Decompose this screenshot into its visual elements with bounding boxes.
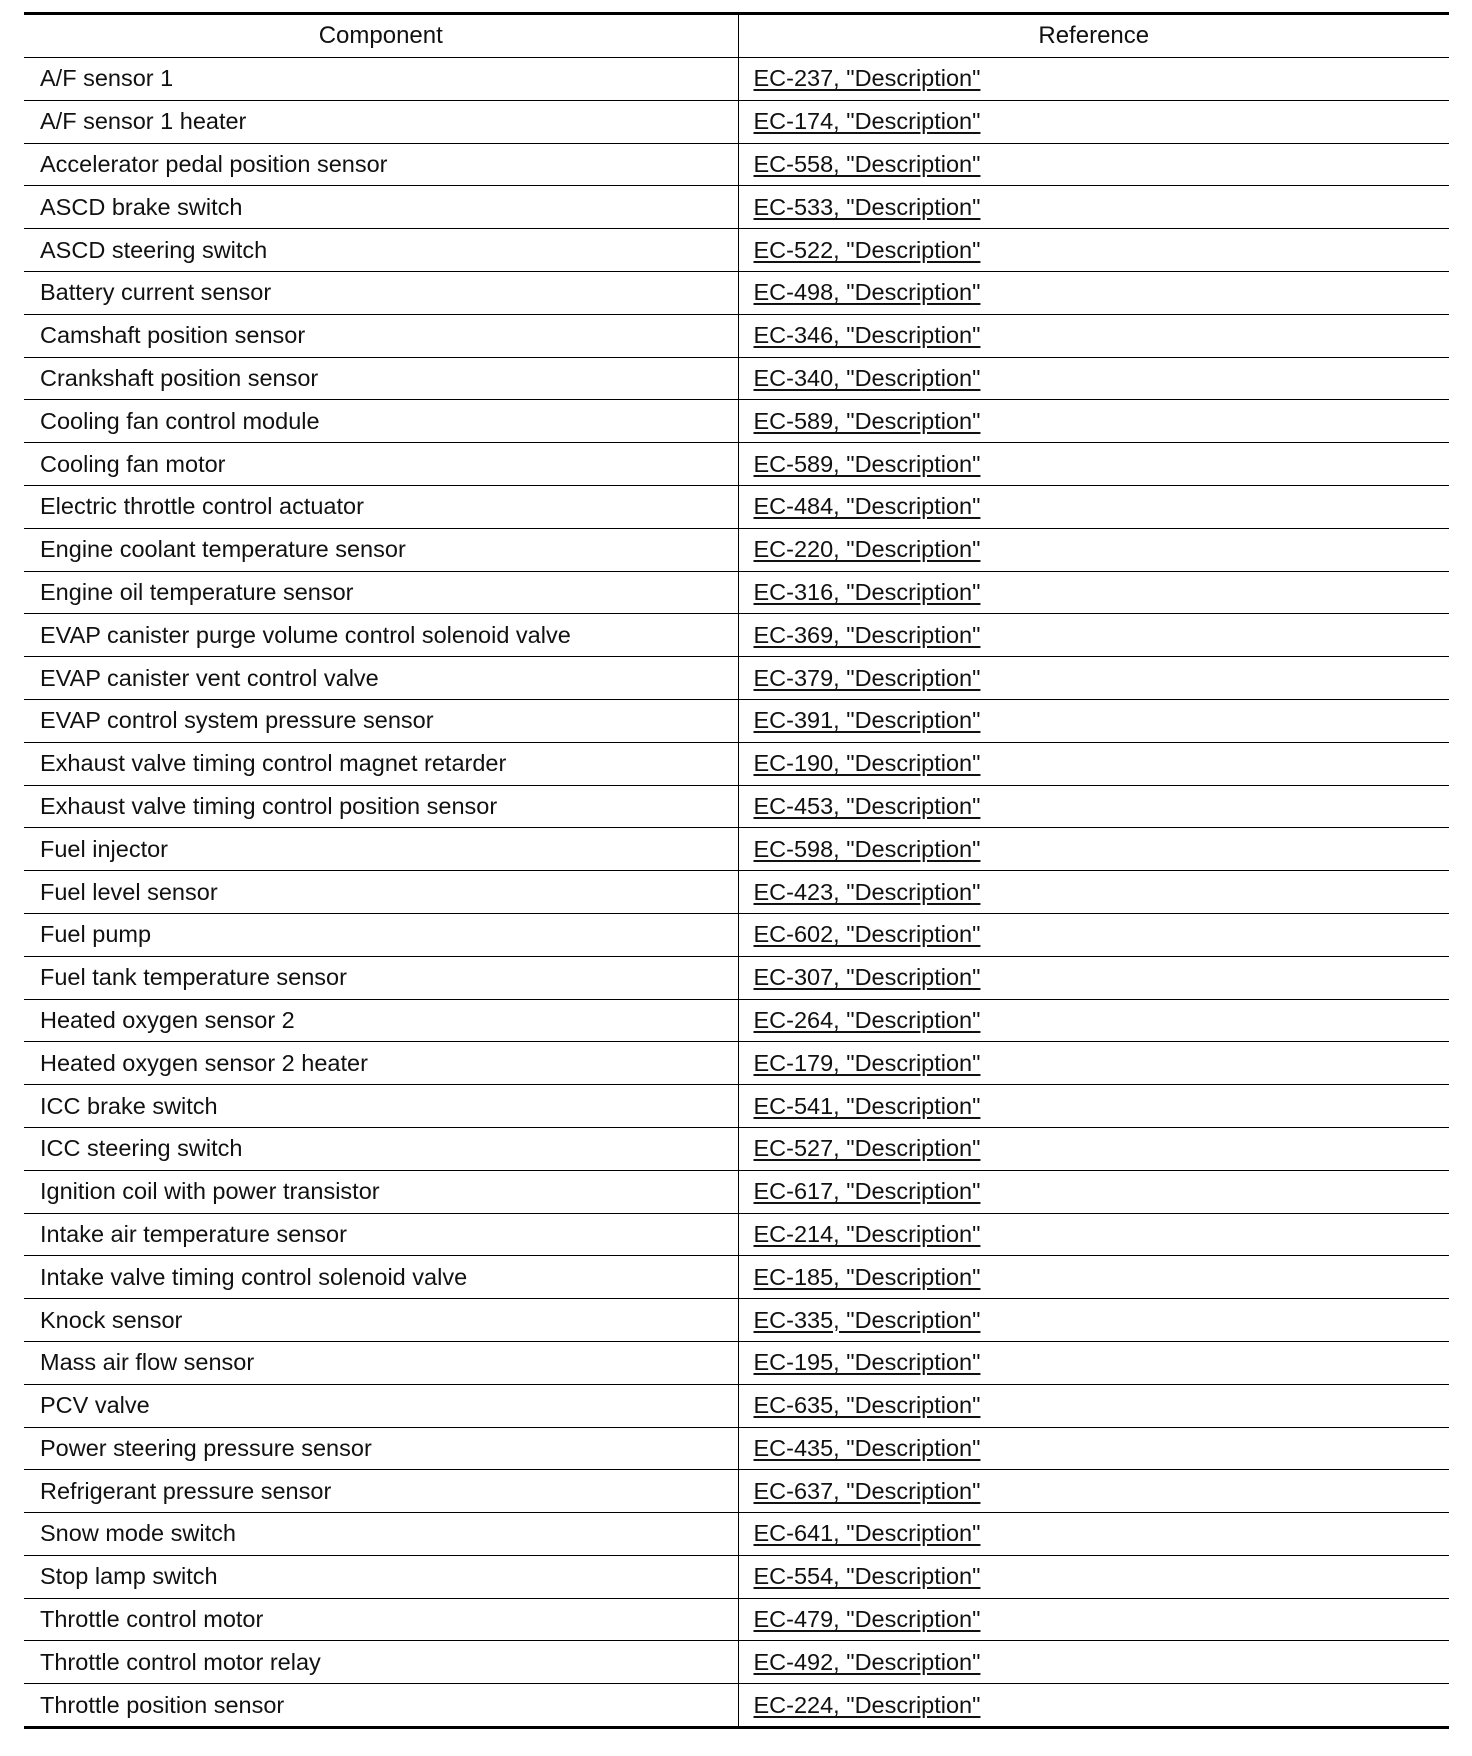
reference-link[interactable]: EC-190, "Description" [753, 750, 981, 777]
reference-cell [738, 443, 1449, 486]
reference-cell [738, 614, 1449, 657]
reference-cell [738, 1513, 1449, 1556]
reference-cell [738, 1427, 1449, 1470]
component-cell: ASCD steering switch [24, 229, 738, 272]
reference-link[interactable]: EC-369, "Description" [753, 621, 981, 648]
reference-cell [738, 657, 1449, 700]
reference-link[interactable]: EC-522, "Description" [753, 236, 981, 263]
reference-cell [738, 100, 1449, 143]
component-cell: A/F sensor 1 heater [24, 100, 738, 143]
reference-cell [738, 1042, 1449, 1085]
table-row [24, 1042, 1449, 1085]
reference-cell [738, 742, 1449, 785]
reference-cell [738, 314, 1449, 357]
reference-cell [738, 357, 1449, 400]
reference-cell [738, 956, 1449, 999]
column-header-reference: Reference [1038, 22, 1150, 49]
table-row [24, 314, 1449, 357]
component-cell: Battery current sensor [24, 271, 738, 314]
component-cell: Camshaft position sensor [24, 314, 738, 357]
reference-cell [738, 913, 1449, 956]
reference-cell [738, 699, 1449, 742]
reference-link[interactable]: EC-179, "Description" [753, 1049, 981, 1076]
table-row [24, 1384, 1449, 1427]
reference-link[interactable]: EC-379, "Description" [753, 664, 981, 691]
table-row [24, 1641, 1449, 1684]
table-row [24, 357, 1449, 400]
reference-link[interactable]: EC-195, "Description" [753, 1349, 981, 1376]
reference-link[interactable]: EC-340, "Description" [753, 364, 981, 391]
reference-link[interactable]: EC-617, "Description" [753, 1178, 981, 1205]
reference-link[interactable]: EC-635, "Description" [753, 1392, 981, 1419]
table-row [24, 913, 1449, 956]
table-row [24, 1299, 1449, 1342]
component-cell: EVAP canister purge volume control solenoid valve [24, 614, 738, 657]
component-cell: Knock sensor [24, 1299, 738, 1342]
component-cell: Mass air flow sensor [24, 1341, 738, 1384]
component-cell: PCV valve [24, 1384, 738, 1427]
reference-link[interactable]: EC-641, "Description" [753, 1520, 981, 1547]
reference-link[interactable]: EC-307, "Description" [753, 964, 981, 991]
reference-link[interactable]: EC-423, "Description" [753, 878, 981, 905]
reference-cell [738, 229, 1449, 272]
reference-link[interactable]: EC-346, "Description" [753, 322, 981, 349]
component-cell: Fuel pump [24, 913, 738, 956]
reference-link[interactable]: EC-453, "Description" [753, 792, 981, 819]
table-row [24, 1598, 1449, 1641]
reference-link[interactable]: EC-498, "Description" [753, 279, 981, 306]
reference-cell [738, 400, 1449, 443]
reference-cell [738, 1170, 1449, 1213]
component-cell: EVAP control system pressure sensor [24, 699, 738, 742]
reference-cell [738, 1299, 1449, 1342]
table-row [24, 1085, 1449, 1128]
component-cell: Snow mode switch [24, 1513, 738, 1556]
reference-cell [738, 828, 1449, 871]
component-reference-table-container [24, 12, 1449, 1729]
table-row [24, 528, 1449, 571]
table-row [24, 271, 1449, 314]
table-row [24, 742, 1449, 785]
component-cell: Refrigerant pressure sensor [24, 1470, 738, 1513]
reference-link[interactable]: EC-527, "Description" [753, 1135, 981, 1162]
table-row [24, 999, 1449, 1042]
reference-cell [738, 1256, 1449, 1299]
table-row [24, 1256, 1449, 1299]
header-row [24, 14, 1449, 58]
component-cell: Exhaust valve timing control magnet retarder [24, 742, 738, 785]
component-cell: Engine oil temperature sensor [24, 571, 738, 614]
reference-cell [738, 143, 1449, 186]
component-cell: Accelerator pedal position sensor [24, 143, 738, 186]
reference-cell [738, 1213, 1449, 1256]
table-row [24, 1170, 1449, 1213]
reference-cell [738, 1641, 1449, 1684]
reference-link[interactable]: EC-598, "Description" [753, 835, 981, 862]
reference-cell [738, 785, 1449, 828]
reference-cell [738, 1384, 1449, 1427]
reference-link[interactable]: EC-391, "Description" [753, 707, 981, 734]
reference-link[interactable]: EC-637, "Description" [753, 1477, 981, 1504]
reference-link[interactable]: EC-220, "Description" [753, 536, 981, 563]
reference-cell [738, 528, 1449, 571]
table-body [24, 58, 1449, 1728]
component-cell: Stop lamp switch [24, 1555, 738, 1598]
reference-link[interactable]: EC-214, "Description" [753, 1220, 981, 1247]
component-cell: Power steering pressure sensor [24, 1427, 738, 1470]
reference-link[interactable]: EC-185, "Description" [753, 1263, 981, 1290]
reference-cell [738, 1085, 1449, 1128]
reference-link[interactable]: EC-224, "Description" [753, 1691, 981, 1718]
reference-link[interactable]: EC-541, "Description" [753, 1092, 981, 1119]
reference-link[interactable]: EC-174, "Description" [753, 108, 981, 135]
reference-link[interactable]: EC-602, "Description" [753, 921, 981, 948]
component-cell: Exhaust valve timing control position sensor [24, 785, 738, 828]
component-cell: Heated oxygen sensor 2 heater [24, 1042, 738, 1085]
table-row [24, 956, 1449, 999]
table-row [24, 1684, 1449, 1728]
table-row [24, 699, 1449, 742]
reference-link[interactable]: EC-479, "Description" [753, 1606, 981, 1633]
component-cell: Fuel injector [24, 828, 738, 871]
reference-link[interactable]: EC-435, "Description" [753, 1434, 981, 1461]
component-cell: Fuel level sensor [24, 871, 738, 914]
table-row [24, 828, 1449, 871]
reference-cell [738, 58, 1449, 101]
component-cell: Electric throttle control actuator [24, 485, 738, 528]
reference-link[interactable]: EC-492, "Description" [753, 1648, 981, 1675]
component-cell: Cooling fan motor [24, 443, 738, 486]
component-cell: Crankshaft position sensor [24, 357, 738, 400]
table-row [24, 1213, 1449, 1256]
component-reference-table [24, 12, 1449, 1729]
component-cell: Cooling fan control module [24, 400, 738, 443]
reference-cell [738, 271, 1449, 314]
table-header [24, 14, 1449, 58]
component-cell: EVAP canister vent control valve [24, 657, 738, 700]
table-row [24, 1127, 1449, 1170]
table-row [24, 1341, 1449, 1384]
component-cell: Fuel tank temperature sensor [24, 956, 738, 999]
component-cell: Heated oxygen sensor 2 [24, 999, 738, 1042]
reference-link[interactable]: EC-589, "Description" [753, 407, 981, 434]
reference-cell [738, 999, 1449, 1042]
table-row [24, 657, 1449, 700]
reference-link[interactable]: EC-316, "Description" [753, 578, 981, 605]
reference-link[interactable]: EC-335, "Description" [753, 1306, 981, 1333]
table-row [24, 1427, 1449, 1470]
reference-link[interactable]: EC-264, "Description" [753, 1006, 981, 1033]
reference-link[interactable]: EC-484, "Description" [753, 493, 981, 520]
component-cell: Throttle control motor relay [24, 1641, 738, 1684]
table-row [24, 400, 1449, 443]
component-cell: Throttle position sensor [24, 1684, 738, 1728]
reference-link[interactable]: EC-533, "Description" [753, 193, 981, 220]
component-cell: Intake air temperature sensor [24, 1213, 738, 1256]
component-cell: ICC steering switch [24, 1127, 738, 1170]
component-cell: Intake valve timing control solenoid valve [24, 1256, 738, 1299]
reference-cell [738, 1555, 1449, 1598]
table-row [24, 186, 1449, 229]
reference-link[interactable]: EC-589, "Description" [753, 450, 981, 477]
component-cell: Engine coolant temperature sensor [24, 528, 738, 571]
reference-link[interactable]: EC-237, "Description" [753, 65, 981, 92]
table-row [24, 143, 1449, 186]
reference-cell [738, 1127, 1449, 1170]
column-header-component: Component [24, 14, 738, 58]
component-cell: Ignition coil with power transistor [24, 1170, 738, 1213]
component-cell: ASCD brake switch [24, 186, 738, 229]
reference-cell [738, 186, 1449, 229]
component-cell: Throttle control motor [24, 1598, 738, 1641]
table-row [24, 1470, 1449, 1513]
reference-cell [738, 1470, 1449, 1513]
table-row [24, 443, 1449, 486]
reference-cell [738, 871, 1449, 914]
reference-cell [738, 1684, 1449, 1728]
table-row [24, 485, 1449, 528]
table-row [24, 58, 1449, 101]
table-row [24, 1555, 1449, 1598]
table-row [24, 785, 1449, 828]
reference-link[interactable]: EC-554, "Description" [753, 1563, 981, 1590]
reference-cell [738, 485, 1449, 528]
reference-cell [738, 1341, 1449, 1384]
table-row [24, 571, 1449, 614]
component-cell: ICC brake switch [24, 1085, 738, 1128]
component-cell: A/F sensor 1 [24, 58, 738, 101]
reference-cell [738, 1598, 1449, 1641]
table-row [24, 1513, 1449, 1556]
table-row [24, 229, 1449, 272]
reference-cell [738, 571, 1449, 614]
reference-link[interactable]: EC-558, "Description" [753, 150, 981, 177]
table-row [24, 871, 1449, 914]
table-row [24, 614, 1449, 657]
table-row [24, 100, 1449, 143]
